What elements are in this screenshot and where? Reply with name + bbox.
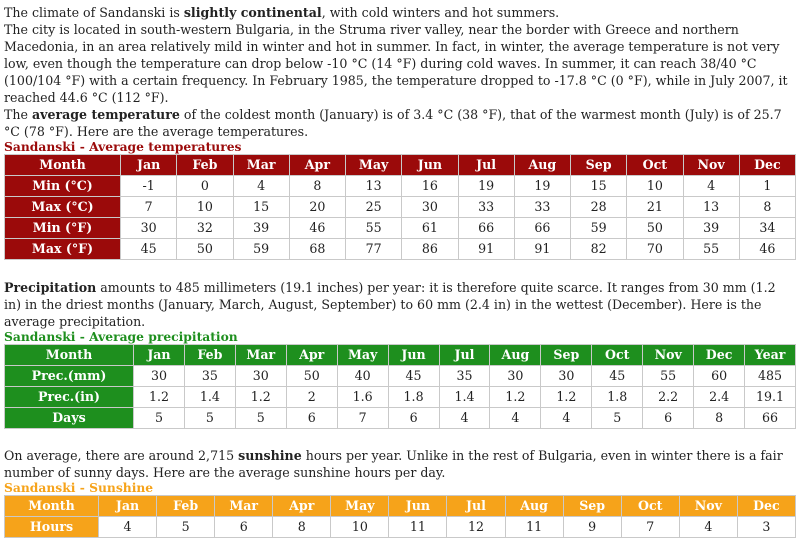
intro-line3-pre: The [4, 107, 32, 122]
sunshine-title: Sandanski - Sunshine [4, 480, 154, 495]
table-cell: 21 [627, 197, 683, 218]
table-cell: 2 [286, 387, 337, 408]
header-cell-feb: Feb [157, 496, 215, 517]
table-cell: 1.8 [388, 387, 439, 408]
table-cell: 0 [177, 176, 233, 197]
table-cell: 46 [289, 218, 345, 239]
row-label: Days [5, 408, 134, 429]
header-cell-aug: Aug [490, 345, 541, 366]
header-cell-feb: Feb [177, 155, 233, 176]
header-cell-apr: Apr [289, 155, 345, 176]
table-cell: 8 [739, 197, 795, 218]
header-cell-sep: Sep [563, 496, 621, 517]
header-cell-month: Month [5, 496, 99, 517]
table-cell: 15 [233, 197, 289, 218]
table-cell: 66 [514, 218, 570, 239]
row-label: Hours [5, 517, 99, 538]
table-cell: 1 [739, 176, 795, 197]
table-cell: 66 [458, 218, 514, 239]
row-label: Min (°F) [5, 218, 121, 239]
table-cell: 5 [184, 408, 235, 429]
header-cell-month: Month [5, 345, 134, 366]
table-cell: 82 [571, 239, 627, 260]
header-cell-jan: Jan [121, 155, 177, 176]
table-cell: 485 [745, 366, 796, 387]
table-row [5, 387, 796, 408]
table-cell: 59 [233, 239, 289, 260]
header-cell-aug: Aug [505, 496, 563, 517]
table-cell: 5 [157, 517, 215, 538]
header-cell-oct: Oct [627, 155, 683, 176]
table-cell: 70 [627, 239, 683, 260]
table-cell: 6 [643, 408, 694, 429]
table-row [5, 218, 796, 239]
table-cell: 28 [571, 197, 627, 218]
table-cell: 6 [215, 517, 273, 538]
precip-intro-bold: Precipitation [4, 280, 97, 295]
table-cell: 1.6 [337, 387, 388, 408]
sun-intro-pre: On average, there are around 2,715 [4, 448, 239, 463]
table-cell: 19.1 [745, 387, 796, 408]
table-cell: 10 [177, 197, 233, 218]
table-cell: 91 [514, 239, 570, 260]
table-cell: 13 [683, 197, 739, 218]
table-cell: 15 [571, 176, 627, 197]
header-cell-sep: Sep [541, 345, 592, 366]
intro-line3-post: of the coldest month (January) is of 3.4 °C (38 °F), that of the warmest month (July) is of 25.7 °C (78 °F). Here are the average temperatures. [4, 107, 782, 139]
table-cell: 16 [402, 176, 458, 197]
header-cell-nov: Nov [683, 155, 739, 176]
header-cell-jun: Jun [389, 496, 447, 517]
table-header-row [5, 345, 796, 366]
table-cell: 4 [490, 408, 541, 429]
table-cell: 7 [621, 517, 679, 538]
header-cell-oct: Oct [592, 345, 643, 366]
precipitation-intro [0, 260, 800, 330]
table-cell: 25 [346, 197, 402, 218]
table-cell: 4 [439, 408, 490, 429]
header-cell-jan: Jan [134, 345, 185, 366]
table-cell: 19 [458, 176, 514, 197]
temperatures-title: Sandanski - Average temperatures [4, 139, 242, 154]
row-label: Max (°C) [5, 197, 121, 218]
header-cell-month: Month [5, 155, 121, 176]
table-cell: 5 [592, 408, 643, 429]
row-label: Prec.(mm) [5, 366, 134, 387]
table-cell: 13 [346, 176, 402, 197]
table-cell: 50 [627, 218, 683, 239]
header-cell-apr: Apr [273, 496, 331, 517]
header-cell-nov: Nov [643, 345, 694, 366]
header-cell-jul: Jul [447, 496, 505, 517]
table-cell: 4 [233, 176, 289, 197]
table-cell: 34 [739, 218, 795, 239]
table-cell: 6 [286, 408, 337, 429]
table-cell: 1.2 [490, 387, 541, 408]
header-cell-mar: Mar [235, 345, 286, 366]
header-cell-nov: Nov [679, 496, 737, 517]
sun-intro-bold: sunshine [238, 448, 302, 463]
table-cell: 1.2 [134, 387, 185, 408]
header-cell-may: May [337, 345, 388, 366]
table-cell: 4 [683, 176, 739, 197]
table-row [5, 176, 796, 197]
temperatures-table [4, 154, 796, 260]
table-cell: 45 [592, 366, 643, 387]
table-cell: 86 [402, 239, 458, 260]
header-cell-mar: Mar [215, 496, 273, 517]
table-cell: 30 [541, 366, 592, 387]
intro-line1-bold: slightly continental [183, 5, 322, 20]
header-cell-jul: Jul [439, 345, 490, 366]
table-cell: 50 [177, 239, 233, 260]
table-cell: 30 [235, 366, 286, 387]
table-cell: 11 [389, 517, 447, 538]
intro-line1-pre: The climate of Sandanski is [4, 5, 184, 20]
table-cell: 1.8 [592, 387, 643, 408]
table-cell: 46 [739, 239, 795, 260]
table-cell: 1.2 [235, 387, 286, 408]
header-cell-jun: Jun [402, 155, 458, 176]
table-cell: 5 [134, 408, 185, 429]
table-cell: 45 [121, 239, 177, 260]
table-cell: 35 [184, 366, 235, 387]
table-cell: 30 [402, 197, 458, 218]
table-cell: 77 [346, 239, 402, 260]
sun-intro-post: hours per year. Unlike in the rest of Bulgaria, even in winter there is a fair number of sunny days. Here are the average sunshine hours per day. [4, 448, 783, 480]
table-cell: 59 [571, 218, 627, 239]
table-cell: 8 [694, 408, 745, 429]
table-cell: 19 [514, 176, 570, 197]
table-cell: 2.4 [694, 387, 745, 408]
header-cell-dec: Dec [739, 155, 795, 176]
table-row [5, 197, 796, 218]
table-cell: 30 [490, 366, 541, 387]
climate-intro [0, 0, 800, 140]
table-cell: 8 [289, 176, 345, 197]
table-row [5, 239, 796, 260]
table-cell: 1.2 [541, 387, 592, 408]
table-cell: 55 [346, 218, 402, 239]
table-cell: 6 [388, 408, 439, 429]
row-label: Prec.(in) [5, 387, 134, 408]
table-cell: 3 [737, 517, 795, 538]
header-cell-dec: Dec [737, 496, 795, 517]
table-cell: 32 [177, 218, 233, 239]
table-cell: 7 [337, 408, 388, 429]
intro-line1-post: , with cold winters and hot summers. [321, 5, 560, 20]
table-row [5, 517, 796, 538]
table-cell: 12 [447, 517, 505, 538]
table-cell: 91 [458, 239, 514, 260]
table-cell: 5 [235, 408, 286, 429]
table-cell: 10 [331, 517, 389, 538]
sunshine-intro [0, 429, 800, 481]
table-cell: 30 [134, 366, 185, 387]
header-cell-feb: Feb [184, 345, 235, 366]
table-cell: 1.4 [184, 387, 235, 408]
table-cell: 35 [439, 366, 490, 387]
table-cell: 4 [541, 408, 592, 429]
precip-intro-text: amounts to 485 millimeters (19.1 inches) per year: it is therefore quite scarce. It ranges from 30 mm (1.2 in) in the driest months (January, March, August, September) to 60 mm (2.4 in) in the wettest (December). Here is the average precipitation. [4, 280, 776, 329]
table-cell: 9 [563, 517, 621, 538]
precipitation-title: Sandanski - Average precipitation [4, 329, 238, 344]
intro-line2: The city is located in south-western Bulgaria, in the Struma river valley, near the border with Greece and northern Macedonia, in an area relatively mild in winter and hot in summer. In fact, in winter, the average temperature is not very low, even though the temperature can drop below -10 °C (14 °F) during cold waves. In summer, it can reach 38/40 °C (100/104 °F) with a certain frequency. In February 1985, the temperature dropped to -17.8 °C (0 °F), while in July 2007, it reached 44.6 °C (112 °F). [4, 22, 788, 105]
table-cell: 10 [627, 176, 683, 197]
table-row [5, 366, 796, 387]
header-cell-apr: Apr [286, 345, 337, 366]
row-label: Max (°F) [5, 239, 121, 260]
table-cell: 2.2 [643, 387, 694, 408]
table-cell: 55 [643, 366, 694, 387]
header-cell-dec: Dec [694, 345, 745, 366]
header-cell-year: Year [745, 345, 796, 366]
table-cell: 4 [99, 517, 157, 538]
table-cell: 40 [337, 366, 388, 387]
table-cell: 66 [745, 408, 796, 429]
table-cell: 33 [458, 197, 514, 218]
table-cell: 39 [233, 218, 289, 239]
header-cell-jan: Jan [99, 496, 157, 517]
table-cell: 20 [289, 197, 345, 218]
table-cell: 1.4 [439, 387, 490, 408]
header-cell-may: May [346, 155, 402, 176]
table-cell: 8 [273, 517, 331, 538]
table-cell: 45 [388, 366, 439, 387]
row-label: Min (°C) [5, 176, 121, 197]
table-row [5, 408, 796, 429]
table-cell: 68 [289, 239, 345, 260]
table-cell: 30 [121, 218, 177, 239]
header-cell-jul: Jul [458, 155, 514, 176]
table-cell: -1 [121, 176, 177, 197]
intro-line3-bold: average temperature [31, 107, 180, 122]
table-cell: 55 [683, 239, 739, 260]
table-cell: 7 [121, 197, 177, 218]
header-cell-oct: Oct [621, 496, 679, 517]
table-cell: 39 [683, 218, 739, 239]
table-cell: 60 [694, 366, 745, 387]
header-cell-jun: Jun [388, 345, 439, 366]
table-cell: 33 [514, 197, 570, 218]
table-cell: 4 [679, 517, 737, 538]
header-cell-sep: Sep [571, 155, 627, 176]
table-cell: 50 [286, 366, 337, 387]
precipitation-table [4, 344, 796, 429]
header-cell-aug: Aug [514, 155, 570, 176]
table-header-row [5, 155, 796, 176]
table-cell: 61 [402, 218, 458, 239]
header-cell-may: May [331, 496, 389, 517]
table-cell: 11 [505, 517, 563, 538]
header-cell-mar: Mar [233, 155, 289, 176]
sunshine-table [4, 495, 796, 538]
table-header-row [5, 496, 796, 517]
